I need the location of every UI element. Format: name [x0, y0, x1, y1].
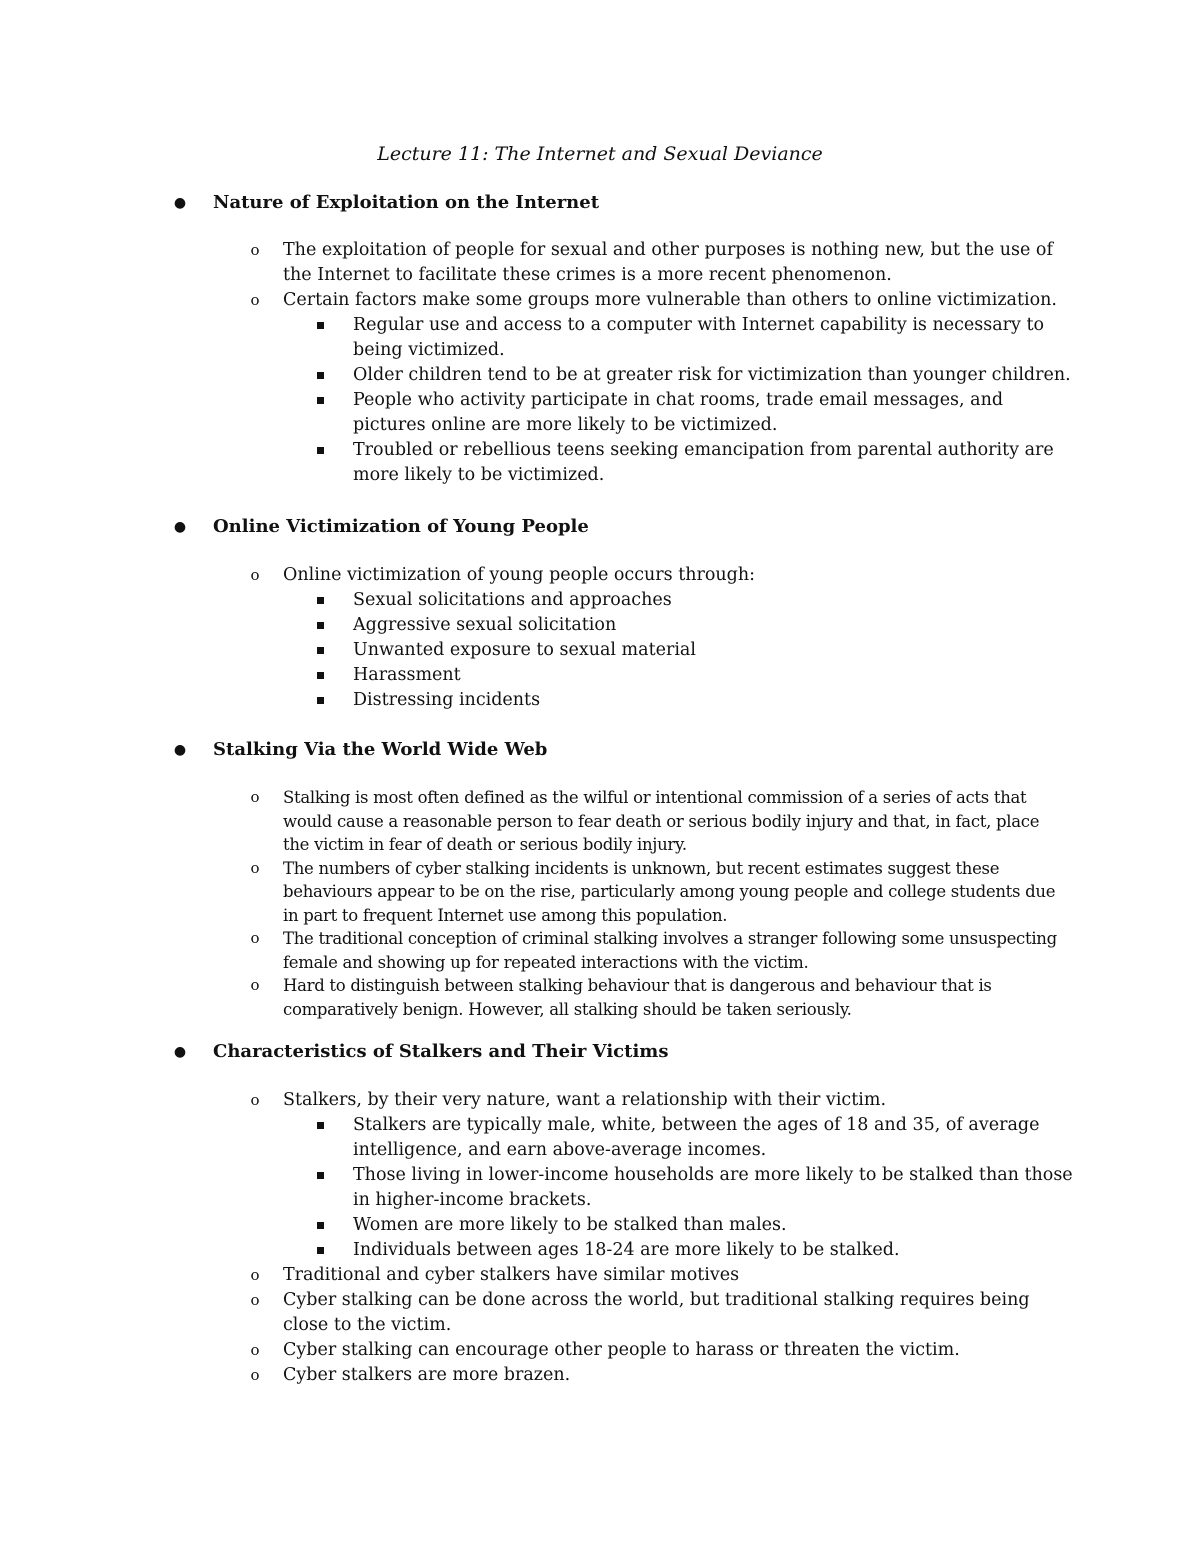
nested-list	[0, 1113, 1073, 1263]
nested-list-item-text: Regular use and access to a computer with Internet capability is necessary to being victimized.	[353, 315, 1045, 360]
list-item-text: Stalkers, by their very nature, want a relationship with their victim.	[283, 1090, 887, 1110]
circle-bullet-icon: o	[250, 1266, 260, 1284]
bullet-icon: ●	[173, 1044, 187, 1060]
nested-list-item	[0, 313, 1073, 363]
list-item	[0, 1288, 1073, 1338]
square-bullet-icon	[317, 397, 324, 404]
circle-bullet-icon: o	[250, 566, 260, 584]
circle-bullet-icon: o	[250, 1366, 260, 1384]
nested-list-item	[0, 588, 1073, 613]
list-item	[0, 288, 1073, 313]
list-item-text: Traditional and cyber stalkers have similar motives	[283, 1265, 740, 1285]
section-heading-text: Online Victimization of Young People	[213, 516, 589, 537]
sub-list	[0, 238, 1073, 488]
sub-list	[0, 786, 1063, 1021]
nested-list-item	[0, 613, 1073, 638]
section-heading	[0, 1039, 1200, 1065]
section-heading	[0, 737, 1200, 763]
nested-list-item-text: Sexual solicitations and approaches	[353, 590, 672, 610]
section-heading-text: Stalking Via the World Wide Web	[213, 739, 548, 760]
nested-list	[0, 313, 1073, 488]
square-bullet-icon	[317, 447, 324, 454]
circle-bullet-icon: o	[250, 929, 260, 947]
square-bullet-icon	[317, 597, 324, 604]
section-online-victimization	[0, 514, 1200, 540]
nested-list-item-text: Unwanted exposure to sexual material	[353, 640, 696, 660]
list-item-text: Hard to distinguish between stalking behaviour that is dangerous and behaviour that is comparatively benign. However, all stalking should be taken seriously.	[283, 976, 992, 1019]
list-item	[0, 1338, 1073, 1363]
circle-bullet-icon: o	[250, 1341, 260, 1359]
list-item-text: The exploitation of people for sexual and other purposes is nothing new, but the use of the Internet to facilitate these crimes is a more recent phenomenon.	[283, 240, 1053, 285]
list-item-text: Cyber stalking can encourage other people to harass or threaten the victim.	[283, 1340, 960, 1360]
square-bullet-icon	[317, 1172, 324, 1179]
list-item	[0, 1263, 1073, 1288]
list-item	[0, 563, 1073, 588]
list-item	[0, 927, 1063, 974]
square-bullet-icon	[317, 1122, 324, 1129]
list-item-text: Cyber stalkers are more brazen.	[283, 1365, 571, 1385]
nested-list-item	[0, 363, 1073, 388]
list-item	[0, 1363, 1073, 1388]
nested-list-item	[0, 1213, 1073, 1238]
square-bullet-icon	[317, 322, 324, 329]
sub-list	[0, 563, 1073, 713]
square-bullet-icon	[317, 672, 324, 679]
list-item	[0, 857, 1063, 928]
nested-list-item	[0, 1113, 1073, 1163]
list-item-text: The numbers of cyber stalking incidents is unknown, but recent estimates suggest these behaviours appear to be on the rise, particularly among young people and college students due in part to frequent Internet use among this population.	[283, 858, 1056, 925]
nested-list-item	[0, 1163, 1073, 1213]
nested-list-item-text: Troubled or rebellious teens seeking emancipation from parental authority are more likely to be victimized.	[353, 440, 1054, 485]
bullet-icon: ●	[173, 195, 187, 211]
section-heading-text: Nature of Exploitation on the Internet	[213, 192, 600, 213]
circle-bullet-icon: o	[250, 858, 260, 877]
list-item-text: The traditional conception of criminal stalking involves a stranger following some unsuspecting female and showing up for repeated interactions with the victim.	[283, 929, 1057, 972]
bullet-icon: ●	[173, 742, 187, 758]
list-item-text: Online victimization of young people occurs through:	[283, 565, 756, 585]
square-bullet-icon	[317, 697, 324, 704]
square-bullet-icon	[317, 372, 324, 379]
nested-list-item	[0, 388, 1073, 438]
circle-bullet-icon: o	[250, 788, 260, 806]
circle-bullet-icon: o	[250, 241, 260, 259]
sub-list	[0, 1088, 1073, 1388]
nested-list-item-text: Stalkers are typically male, white, between the ages of 18 and 35, of average intelligence, and earn above-average incomes.	[353, 1115, 1040, 1160]
list-item	[0, 786, 1063, 857]
section-heading-text: Characteristics of Stalkers and Their Victims	[213, 1041, 669, 1062]
circle-bullet-icon: o	[250, 976, 260, 994]
circle-bullet-icon: o	[250, 1291, 260, 1309]
nested-list-item	[0, 438, 1073, 488]
nested-list-item-text: Distressing incidents	[353, 690, 541, 710]
section-nature-of-exploitation	[0, 190, 1200, 216]
square-bullet-icon	[317, 622, 324, 629]
nested-list-item-text: Women are more likely to be stalked than males.	[353, 1215, 787, 1235]
bullet-icon: ●	[173, 519, 187, 535]
square-bullet-icon	[317, 1247, 324, 1254]
square-bullet-icon	[317, 1222, 324, 1229]
circle-bullet-icon: o	[250, 291, 260, 309]
circle-bullet-icon: o	[250, 1091, 260, 1109]
section-heading	[0, 190, 1200, 216]
nested-list-item	[0, 1238, 1073, 1263]
section-characteristics-of-stalkers	[0, 1039, 1200, 1065]
nested-list-item-text: Individuals between ages 18-24 are more likely to be stalked.	[353, 1240, 900, 1260]
list-item-text: Cyber stalking can be done across the world, but traditional stalking requires being close to the victim.	[283, 1290, 1030, 1335]
section-heading	[0, 514, 1200, 540]
list-item	[0, 238, 1073, 288]
nested-list	[0, 588, 1073, 713]
document-title: Lecture 11: The Internet and Sexual Deviance	[377, 143, 823, 165]
section-stalking-via-web	[0, 737, 1200, 763]
nested-list-item	[0, 638, 1073, 663]
square-bullet-icon	[317, 647, 324, 654]
list-item-text: Stalking is most often defined as the wilful or intentional commission of a series of acts that would cause a reasonable person to fear death or serious bodily injury and that, in fact, place the victim in fear of death or serious bodily injury.	[283, 788, 1040, 854]
nested-list-item	[0, 663, 1073, 688]
list-item-text: Certain factors make some groups more vulnerable than others to online victimization.	[283, 290, 1057, 310]
nested-list-item-text: People who activity participate in chat rooms, trade email messages, and pictures online are more likely to be victimized.	[353, 390, 1004, 435]
nested-list-item-text: Those living in lower-income households are more likely to be stalked than those in higher-income brackets.	[353, 1165, 1073, 1210]
nested-list-item-text: Older children tend to be at greater risk for victimization than younger children.	[353, 365, 1071, 385]
nested-list-item	[0, 688, 1073, 713]
nested-list-container	[0, 1113, 1073, 1263]
nested-list-item-text: Harassment	[353, 665, 461, 685]
list-item	[0, 974, 1063, 1021]
list-item	[0, 1088, 1073, 1113]
nested-list-container	[0, 588, 1073, 713]
nested-list-container	[0, 313, 1073, 488]
nested-list-item-text: Aggressive sexual solicitation	[353, 615, 617, 635]
